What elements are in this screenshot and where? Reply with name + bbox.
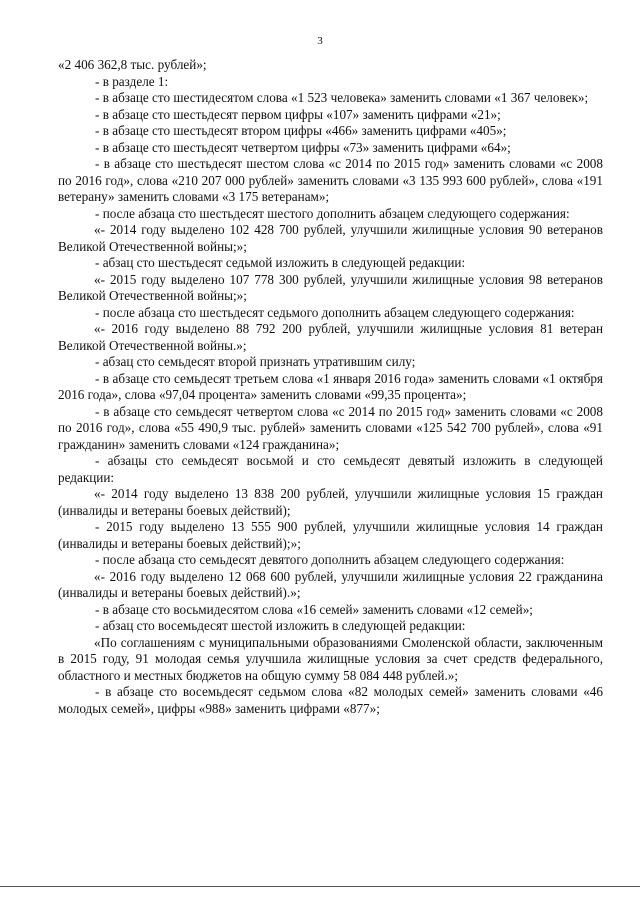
paragraph: - после абзаца сто шестьдесят шестого дополнить абзацем следующего содержания: — [95, 205, 570, 221]
quoted-paragraph: «- 2016 году выделено 12 068 600 рублей, улучшили жилищные условия 22 гражданина (инвалиды и ветераны боевых действий).»; — [58, 568, 603, 600]
paragraph: - в абзаце сто шестьдесят втором цифры «466» заменить цифрами «405»; — [95, 123, 507, 138]
page-bottom-rule — [0, 886, 640, 887]
quoted-paragraph: «По соглашениям с муниципальными образованиями Смоленской области, заключенным в 2015 году, 91 молодая семья улучшила жилищные условия за счет средств федерального, областного и местных бюджетов на общую сумму 58 084 448 рублей.»; — [58, 634, 603, 683]
quoted-paragraph: «- 2015 году выделено 107 778 300 рублей, улучшили жилищные условия 98 ветеранов Великой Отечественной войны;»; — [58, 271, 603, 303]
paragraph: «2 406 362,8 тыс. рублей»; — [58, 57, 207, 72]
paragraph: - в разделе 1: — [95, 73, 169, 89]
paragraph: - в абзаце сто семьдесят четвертом слова «с 2014 по 2015 год» заменить словами «с 2008 по 2016 год», слова «55 490,9 тыс. рублей» заменить словами «125 542 700 рублей», слова «91 гражданин» заменить словами «124 гражданина»; — [58, 403, 603, 452]
paragraph: - в абзаце сто шестьдесят первом цифры «107» заменить цифрами «21»; — [95, 106, 501, 122]
paragraph: - абзац сто шестьдесят седьмой изложить в следующей редакции: — [95, 255, 466, 270]
paragraph: - в абзаце сто шестьдесят шестом слова «с 2014 по 2015 год» заменить словами «с 2008 по 2016 год», слова «210 207 000 рублей» заменить словами «3 135 993 600 рублей», слова «191 ветерану» заменить словами «3 175 ветеранам»; — [58, 156, 603, 204]
paragraph: - в абзаце сто шестьдесят четвертом цифры «73» заменить цифрами «64»; — [95, 139, 511, 155]
paragraph: - после абзаца сто семьдесят девятого дополнить абзацем следующего содержания: — [95, 552, 565, 567]
paragraph: - в абзаце сто восьмидесятом слова «16 семей» заменить словами «12 семей»; — [95, 601, 533, 617]
page-number: 3 — [317, 35, 323, 47]
document-body — [58, 57, 603, 717]
paragraph: - в абзаце сто шестидесятом слова «1 523 человека» заменить словами «1 367 человек»; — [95, 90, 589, 105]
paragraph: - абзац сто семьдесят второй признать утратившим силу; — [95, 354, 416, 369]
paragraph: - абзац сто восемьдесят шестой изложить в следующей редакции: — [95, 618, 466, 633]
paragraph: - в абзаце сто восемьдесят седьмом слова «82 молодых семей» заменить словами «46 молодых семей», цифры «988» заменить цифрами «877»; — [58, 684, 603, 716]
quoted-paragraph: «- 2014 году выделено 102 428 700 рублей, улучшили жилищные условия 90 ветеранов Великой Отечественной войны;»; — [58, 222, 603, 254]
quoted-paragraph: «- 2014 году выделено 13 838 200 рублей, улучшили жилищные условия 15 граждан (инвалиды и ветераны боевых действий); — [58, 486, 603, 518]
paragraph: - 2015 году выделено 13 555 900 рублей, улучшили жилищные условия 14 граждан (инвалиды и ветераны боевых действий);»; — [58, 519, 603, 551]
quoted-paragraph: «- 2016 году выделено 88 792 200 рублей, улучшили жилищные условия 81 ветеран Великой Отечественной войны.»; — [58, 321, 603, 353]
paragraph: - абзацы сто семьдесят восьмой и сто семьдесят девятый изложить в следующей редакции: — [58, 453, 603, 485]
paragraph: - после абзаца сто шестьдесят седьмого дополнить абзацем следующего содержания: — [95, 304, 575, 320]
paragraph: - в абзаце сто семьдесят третьем слова «1 января 2016 года» заменить словами «1 октября 2016 года», слова «97,04 процента» заменить словами «99,35 процента»; — [58, 370, 603, 402]
